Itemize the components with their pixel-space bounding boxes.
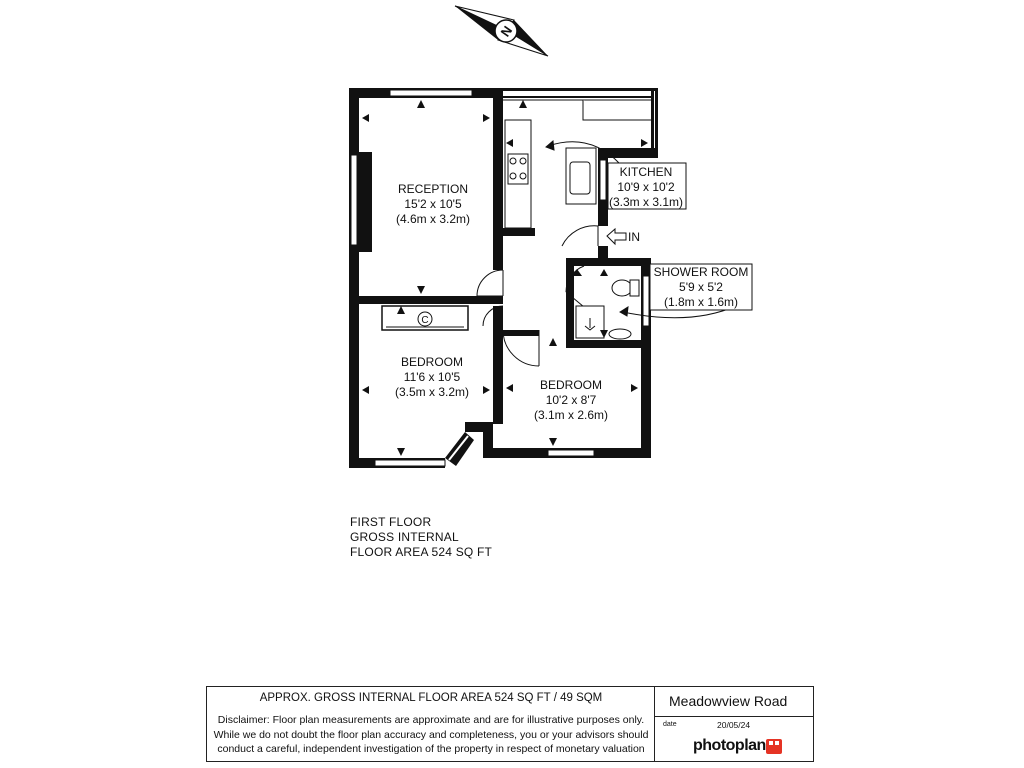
room-name: BEDROOM: [400, 355, 464, 369]
cupboard: [382, 306, 468, 330]
window: [375, 460, 445, 466]
room-bedroom-1: [395, 355, 469, 399]
room-imperial: 11'6 x 10'5: [403, 370, 461, 384]
disclaimer-line-1: Disclaimer: Floor plan measurements are approximate and are for illustrative purposes only.: [217, 714, 645, 726]
entrance-label: IN: [628, 230, 640, 244]
room-imperial: 15'2 x 10'5: [404, 197, 462, 211]
floor-area-summary: [350, 515, 492, 560]
door-swing: [562, 226, 598, 246]
footer-headline: APPROX. GROSS INTERNAL FLOOR AREA 524 SQ FT / 49 SQM: [259, 692, 603, 704]
window: [390, 90, 472, 96]
toilet: [612, 280, 632, 296]
disclaimer-line-3: conduct a careful, independent investigation of the property in respect of monetary valuation: [217, 743, 645, 755]
room-kitchen: [608, 163, 686, 209]
disclaimer-line-2: While we do not doubt the floor plan accuracy and completeness, you or your advisors should: [213, 728, 649, 741]
room-metric: (4.6m x 3.2m): [395, 212, 471, 226]
room-name: BEDROOM: [539, 378, 603, 392]
footer-disclaimer-panel: [207, 687, 655, 761]
entrance-arrow: [607, 229, 640, 244]
brand-logo-icon: [766, 739, 782, 754]
sink: [570, 162, 590, 194]
room-imperial: 10'2 x 8'7: [545, 393, 597, 407]
footer-panel: [206, 686, 814, 762]
floor-area-line-2: GROSS INTERNAL: [350, 530, 459, 544]
room-imperial: 10'9 x 10'2: [617, 180, 675, 194]
footer-divider: [655, 716, 813, 717]
door-swing: [477, 270, 503, 296]
basin: [609, 329, 631, 339]
window: [600, 160, 606, 200]
room-bedroom-2: [534, 378, 608, 422]
window: [548, 450, 594, 456]
window: [643, 276, 649, 326]
cupboard-symbol: C: [421, 315, 429, 326]
room-metric: (3.5m x 3.2m): [394, 385, 470, 399]
date-value: 20/05/24: [717, 720, 751, 730]
room-shower: [650, 264, 752, 310]
room-imperial: 5'9 x 5'2: [679, 280, 723, 294]
footer-info-panel: [655, 687, 813, 761]
room-name: KITCHEN: [619, 165, 673, 179]
compass-letter: N: [497, 23, 516, 40]
room-metric: (3.3m x 3.1m): [608, 195, 684, 209]
room-metric: (3.1m x 2.6m): [533, 408, 609, 422]
brand-logo-text: photoplan: [693, 737, 766, 754]
wall-recess: [359, 152, 372, 252]
room-metric: (1.8m x 1.6m): [663, 295, 739, 309]
bay-window: [445, 432, 474, 466]
property-address: Meadowview Road: [669, 693, 788, 709]
compass: [455, 6, 548, 56]
floor-name: FIRST FLOOR: [350, 515, 432, 529]
room-reception: [396, 182, 470, 226]
window: [351, 155, 357, 245]
footer-disclaimer: [211, 713, 651, 757]
floor-area-line-3: FLOOR AREA 524 SQ FT: [350, 545, 493, 559]
date-label: date: [663, 721, 677, 728]
room-name: RECEPTION: [397, 182, 469, 196]
room-name: SHOWER ROOM: [653, 265, 749, 279]
